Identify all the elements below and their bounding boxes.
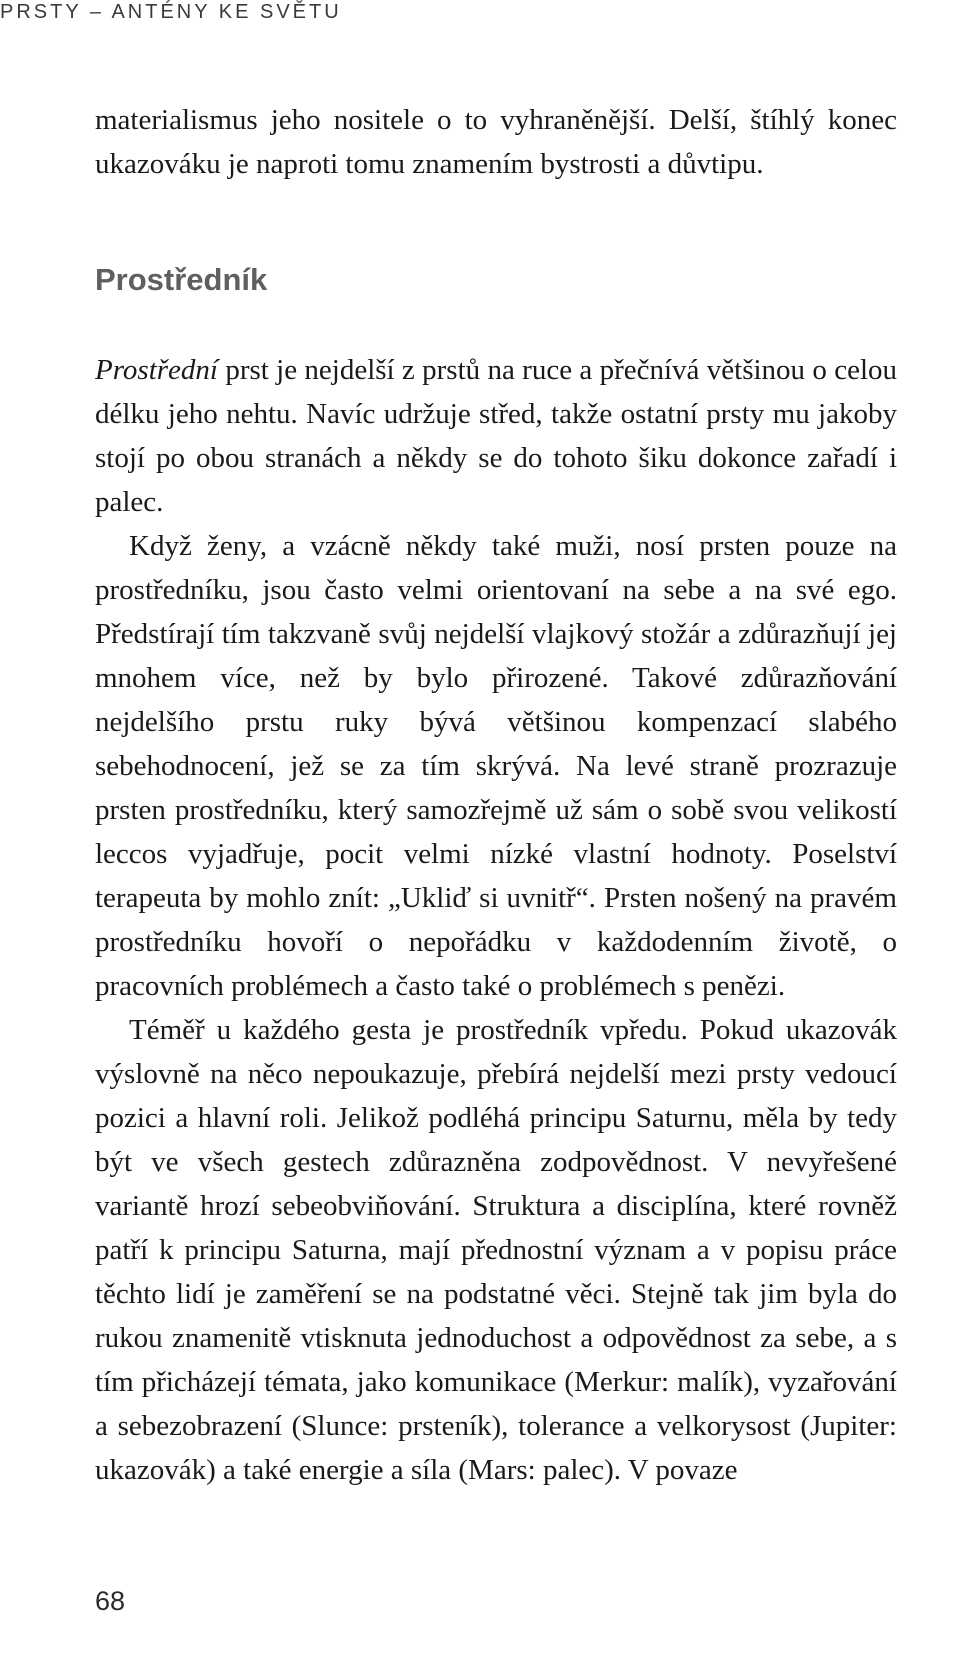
paragraph-1-text: prst je nejdelší z prstů na ruce a přečnívá většinou o celou délku jeho nehtu. Navíc udržuje střed, takže ostatní prsty mu jakoby stojí po obou stranách a někdy se do tohoto šiku dokonce zařadí i palec. [95, 354, 897, 518]
page-number: 68 [95, 1586, 126, 1616]
section-heading: Prostředník [95, 262, 268, 297]
paragraph-2: Když ženy, a vzácně někdy také muži, nosí prsten pouze na prostředníku, jsou často velmi orientovaní na sebe a na své ego. Předstírají tím takzvaně svůj nejdelší vlajkový stožár a zdůrazňují jej mnohem více, než by bylo přirozené. Takové zdůrazňování nejdelšího prstu ruky bývá většinou kompenzací slabého sebehodnocení, jež se za tím skrývá. Na levé straně prozrazuje prsten prostředníku, který samozřejmě už sám o sobě svou velikostí leccos vyjadřuje, pocit velmi nízké vlastní hodnoty. Poselství terapeuta by mohlo znít: „Ukliď si uvnitř“. Prsten nošený na pravém prostředníku hovoří o nepořádku v každodenním životě, o pracovních problémech a často také o problémech s penězi. [95, 530, 897, 1002]
running-header: PRSTY – ANTÉNY KE SVĚTU [0, 1, 342, 23]
paragraph-1 [95, 348, 897, 524]
intro-paragraph-block [95, 98, 897, 186]
section-body [95, 348, 897, 1492]
paragraph-1-italic-lead: Prostřední [95, 354, 218, 386]
intro-paragraph: materialismus jeho nositele o to vyhraněnější. Delší, štíhlý konec ukazováku je naproti tomu znamením bystrosti a důvtipu. [95, 104, 897, 180]
paragraph-3: Téměř u každého gesta je prostředník vpředu. Pokud ukazovák výslovně na něco nepoukazuje, přebírá nejdelší mezi prsty vedoucí pozici a hlavní roli. Jelikož podléhá principu Saturnu, měla by tedy být ve všech gestech zdůrazněna zodpovědnost. V nevyřešené variantě hrozí sebeobviňování. Struktura a disciplína, které rovněž patří k principu Saturna, mají přednostní význam a v popisu práce těchto lidí je zaměření se na podstatné věci. Stejně tak jim byla do rukou znamenitě vtisknuta jednoduchost a odpovědnost za sebe, a s tím přicházejí témata, jako komunikace (Merkur: malík), vyzařování a sebezobrazení (Slunce: prsteník), tolerance a velkorysost (Jupiter: ukazovák) a také energie a síla (Mars: palec). V povaze [95, 1014, 897, 1486]
